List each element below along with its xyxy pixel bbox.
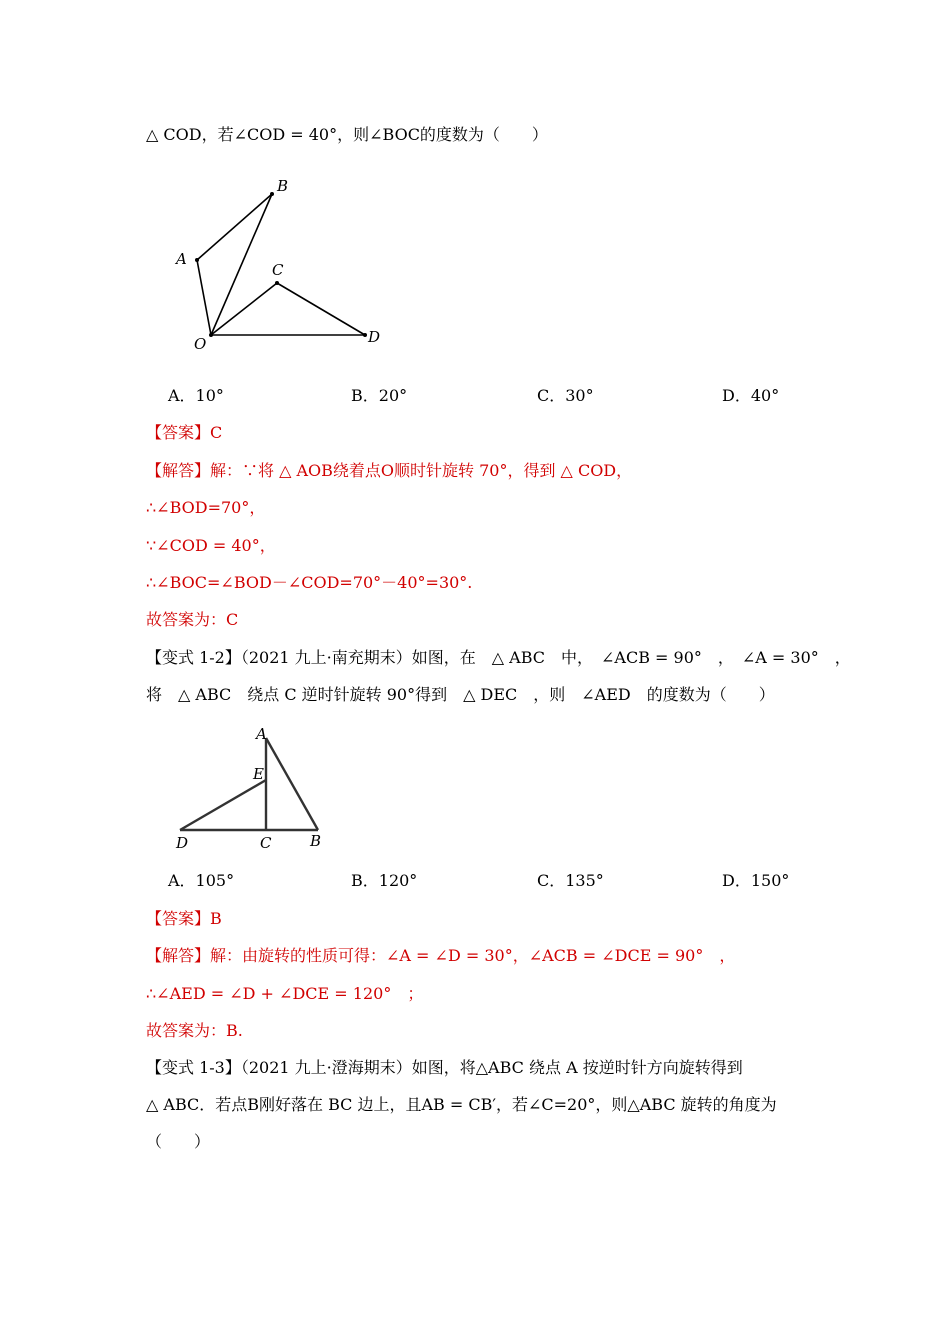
q2-options <box>0 870 950 892</box>
segment-cd <box>277 283 365 335</box>
q2-stem-line-2: 将 △ ABC 绕点 C 逆时针旋转 90°得到 △ DEC ，则 ∠AED 的度数为（ ） <box>146 685 775 704</box>
label-o: O <box>194 335 207 353</box>
q1-solution-line-1: 【解答】解：∵将 △ AOB绕着点O顺时针旋转 70°，得到 △ COD， <box>146 461 633 480</box>
q2-solution-line-1: 【解答】解：由旋转的性质可得：∠A = ∠D = 30°，∠ACB = ∠DCE = 90° ， <box>146 946 736 965</box>
q1-options <box>0 385 950 407</box>
label-b: B <box>277 177 289 195</box>
q3-stem-line-2: △ ABC．若点B刚好落在 BC 边上，且AB = CB′，若∠C=20°，则△ABC 旋转的角度为 <box>146 1095 777 1114</box>
q3-stem-line-3: （ ） <box>146 1132 211 1151</box>
q2-solution-line-2: ∴∠AED = ∠D + ∠DCE = 120° ； <box>146 984 424 1003</box>
q1-option-a[interactable]: A．10° <box>168 386 224 405</box>
q1-solution-line-4: ∴∠BOC=∠BOD－∠COD=70°－40°=30°. <box>146 573 473 592</box>
segment-ab <box>197 194 272 260</box>
segment-bo <box>211 194 272 335</box>
q1-conclusion: 故答案为：C <box>146 610 239 629</box>
label-d: D <box>176 834 189 852</box>
label-c: C <box>272 261 284 279</box>
segment-de <box>180 780 266 830</box>
q2-figure <box>168 722 338 857</box>
label-b: B <box>310 832 322 850</box>
q1-stem: △ COD，若∠COD = 40°，则∠BOC的度数为（ ） <box>146 125 548 144</box>
q2-stem-line-1: 【变式 1-2】（2021 九上·南充期末）如图，在 △ ABC 中， ∠ACB = 90° ， ∠A = 30° ， <box>146 648 851 667</box>
q1-answer: 【答案】C <box>146 423 223 442</box>
q1-option-c[interactable]: C．30° <box>537 386 594 405</box>
q2-answer: 【答案】B <box>146 909 222 928</box>
q1-option-b[interactable]: B．20° <box>351 386 408 405</box>
segment-co <box>211 283 277 335</box>
q2-conclusion: 故答案为：B. <box>146 1021 243 1040</box>
label-d: D <box>368 328 381 346</box>
q1-solution-line-3: ∵∠COD = 40°， <box>146 536 276 555</box>
q2-option-b[interactable]: B．120° <box>351 871 418 890</box>
q1-option-d[interactable]: D．40° <box>722 386 780 405</box>
q1-figure <box>160 170 400 360</box>
q2-option-a[interactable]: A．105° <box>168 871 235 890</box>
q2-option-c[interactable]: C．135° <box>537 871 604 890</box>
q3-stem-line-1: 【变式 1-3】（2021 九上·澄海期末）如图，将△ABC 绕点 A 按逆时针方向旋转得到 <box>146 1058 743 1077</box>
label-a: A <box>256 725 267 743</box>
label-e: E <box>253 765 264 783</box>
label-c: C <box>260 834 272 852</box>
q1-solution-line-2: ∴∠BOD=70°， <box>146 498 266 517</box>
label-a: A <box>176 250 187 268</box>
segment-ab <box>266 738 318 830</box>
q2-option-d[interactable]: D．150° <box>722 871 790 890</box>
segment-ao <box>197 260 211 335</box>
